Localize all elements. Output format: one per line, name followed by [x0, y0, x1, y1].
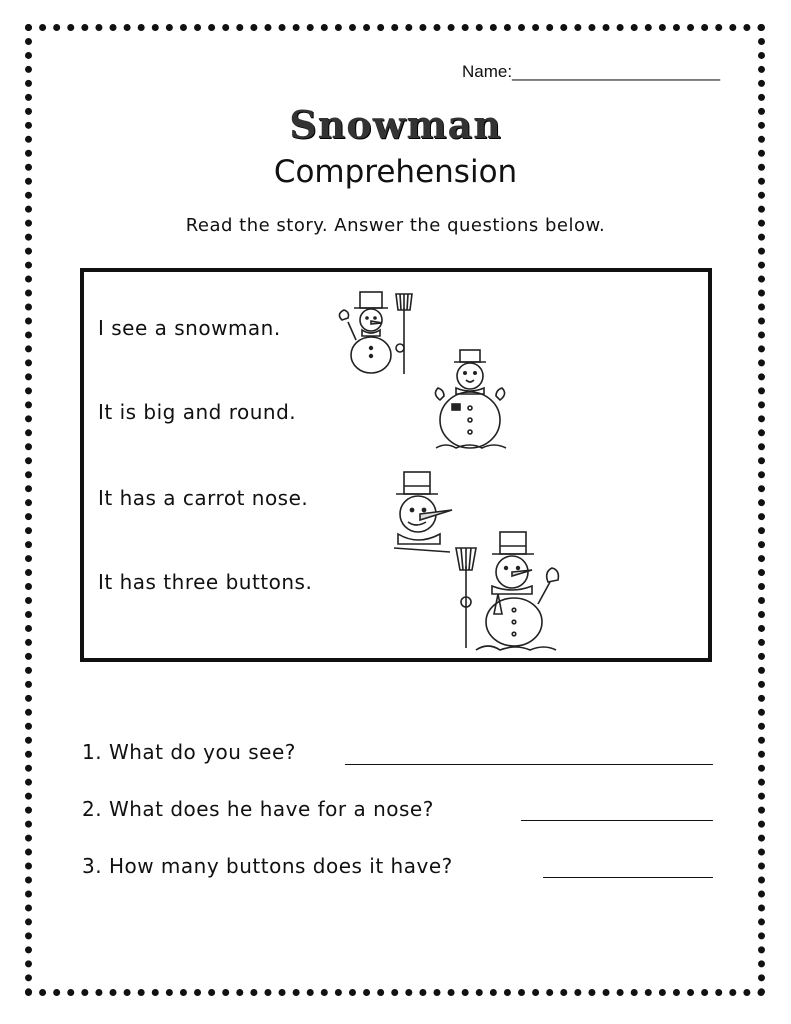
question-2: 2. What does he have for a nose?: [82, 797, 434, 821]
story-line-3: It has a carrot nose.: [98, 486, 309, 510]
story-line-4: It has three buttons.: [98, 570, 313, 594]
name-field[interactable]: [462, 62, 720, 82]
story-box: [80, 268, 712, 662]
round-snowman-icon: [428, 348, 518, 452]
snowman-with-broom-icon: [332, 290, 422, 380]
answer-line-3[interactable]: [543, 877, 713, 878]
story-line-2: It is big and round.: [98, 400, 297, 424]
snowman-waving-broom-icon: [442, 530, 568, 654]
answer-line-2[interactable]: [521, 820, 713, 821]
worksheet-subtitle: Comprehension: [273, 154, 518, 190]
name-blank: ______________________: [512, 62, 721, 81]
name-label: Name:: [462, 62, 513, 81]
question-1: 1. What do you see?: [82, 740, 296, 764]
worksheet-title: Snowman: [289, 102, 502, 147]
story-line-1: I see a snowman.: [98, 316, 281, 340]
instructions-text: Read the story. Answer the questions below.: [185, 215, 606, 236]
question-3: 3. How many buttons does it have?: [82, 854, 453, 878]
answer-line-1[interactable]: [345, 764, 713, 765]
